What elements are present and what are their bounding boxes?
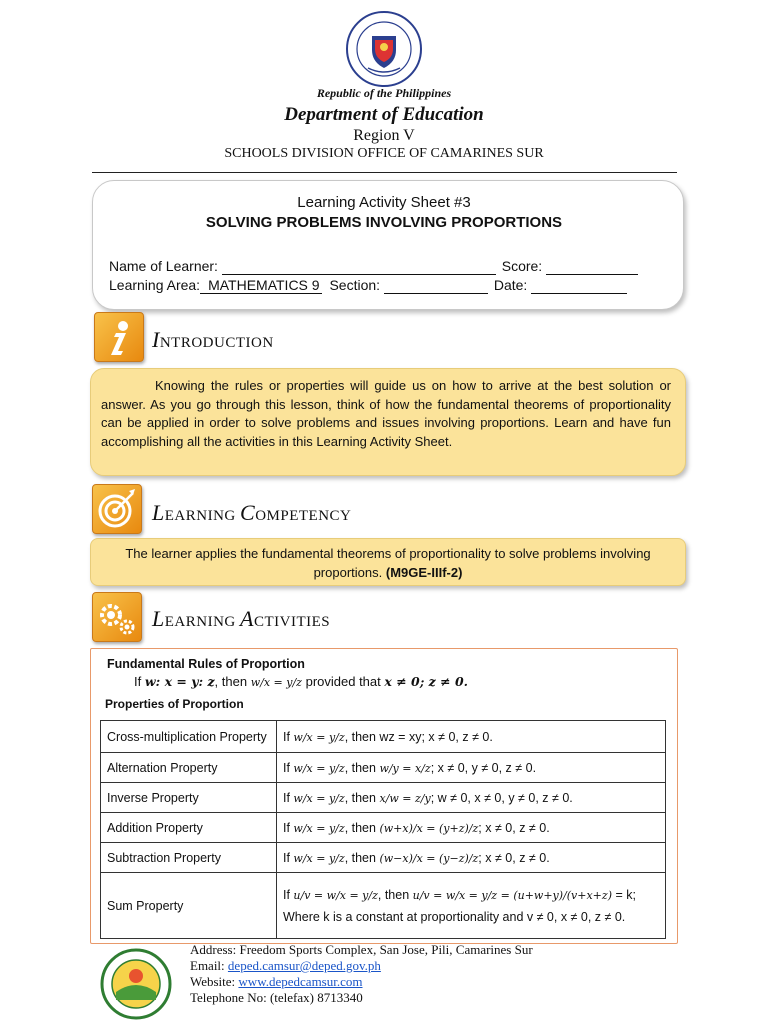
section-label: Section: <box>329 277 381 293</box>
learning-activities-heading: LEARNING ACTIVITIES <box>152 606 331 631</box>
gears-icon <box>92 592 142 642</box>
division-line: SCHOOLS DIVISION OFFICE OF CAMARINES SUR <box>224 146 544 161</box>
property-formula: If u/v = w/x = y/z, then u/v = w/x = y/z = (u+w+y)/(v+x+z) = k; Where k is a constant at proportionality and v ≠ 0, x ≠ 0, z ≠ 0. <box>277 873 666 939</box>
property-name: Subtraction Property <box>101 843 277 873</box>
property-name: Inverse Property <box>101 783 277 813</box>
competency-text: The learner applies the fundamental theorems of proportionality to solve problems involving proportions. (M9GE-IIIf-2) <box>125 546 651 580</box>
footer-website-line: Website: www.depedcamsur.com <box>190 974 363 989</box>
properties-table <box>100 720 666 939</box>
name-blank[interactable] <box>222 258 496 275</box>
date-label: Date: <box>493 277 528 293</box>
las-subtitle: SOLVING PROBLEMS INVOLVING PROPORTIONS <box>205 214 563 231</box>
website-link[interactable]: www.depedcamsur.com <box>238 974 363 989</box>
division-seal-logo <box>100 948 172 1020</box>
info-icon <box>94 312 144 362</box>
date-blank[interactable] <box>531 277 627 294</box>
area-label: Learning Area: <box>109 277 201 293</box>
table-row <box>101 813 666 843</box>
competency-code: (M9GE-IIIf-2) <box>385 564 463 580</box>
region-line: Region V <box>353 127 415 144</box>
property-formula: If w/x = y/z, then (w−x)/x = (y−z)/z; x ≠ 0, z ≠ 0. <box>277 843 666 873</box>
introduction-heading: INTRODUCTION <box>152 327 274 352</box>
table-row <box>101 783 666 813</box>
introduction-text: Knowing the rules or properties will guide us on how to arrive at the best solution or answer. As you go through this lesson, think of how the fundamental theorems of proportionality can be applied in order to solve problems and issues involving proportions. Learn and have fun accomplishing all the activities in this Learning Activity Sheet. <box>101 378 671 449</box>
score-label: Score: <box>501 258 543 274</box>
table-row <box>101 721 666 753</box>
property-name: Sum Property <box>101 873 277 939</box>
footer-phone: Telephone No: (telefax) 8713340 <box>190 990 363 1005</box>
learning-area-field <box>109 277 627 294</box>
competency-box <box>90 538 686 586</box>
introduction-box <box>90 368 686 476</box>
section-blank[interactable] <box>384 277 488 294</box>
footer-email-line: Email: deped.camsur@deped.gov.ph <box>190 958 381 973</box>
property-name: Alternation Property <box>101 753 277 783</box>
name-label: Name of Learner: <box>109 258 218 274</box>
deped-seal-logo <box>345 10 423 88</box>
republic-line: Republic of the Philippines <box>316 86 452 100</box>
email-link[interactable]: deped.camsur@deped.gov.ph <box>227 958 381 973</box>
properties-title: Properties of Proportion <box>105 697 244 711</box>
table-row <box>101 753 666 783</box>
property-formula: If w/x = y/z, then (w+x)/x = (y+z)/z; x ≠ 0, z ≠ 0. <box>277 813 666 843</box>
property-name: Cross-multiplication Property <box>101 721 277 753</box>
sum-property-note: Where k is a constant at proportionality and v ≠ 0, x ≠ 0, z ≠ 0. <box>283 909 626 924</box>
learning-competency-heading: LEARNING COMPETENCY <box>152 500 352 525</box>
footer-address: Address: Freedom Sports Complex, San Jose, Pili, Camarines Sur <box>190 942 533 957</box>
header-divider <box>92 172 677 173</box>
score-blank[interactable] <box>546 258 638 275</box>
fundamental-rule: If w: x = y: z, then w/x = y/z provided that x ≠ 0; z ≠ 0. <box>134 674 469 689</box>
learner-name-field <box>109 258 638 275</box>
las-title: Learning Activity Sheet #3 <box>297 194 471 211</box>
property-formula: If w/x = y/z, then w/y = x/z; x ≠ 0, y ≠ 0, z ≠ 0. <box>277 753 666 783</box>
footer-contact <box>190 942 533 1006</box>
department-title: Department of Education <box>284 104 484 125</box>
property-formula: If w/x = y/z, then x/w = z/y; w ≠ 0, x ≠ 0, y ≠ 0, z ≠ 0. <box>277 783 666 813</box>
rules-title: Fundamental Rules of Proportion <box>107 657 305 671</box>
property-name: Addition Property <box>101 813 277 843</box>
table-row <box>101 873 666 939</box>
table-row <box>101 843 666 873</box>
target-icon <box>92 484 142 534</box>
property-formula: If w/x = y/z, then wz = xy; x ≠ 0, z ≠ 0. <box>277 721 666 753</box>
area-value: MATHEMATICS 9 <box>200 277 322 294</box>
